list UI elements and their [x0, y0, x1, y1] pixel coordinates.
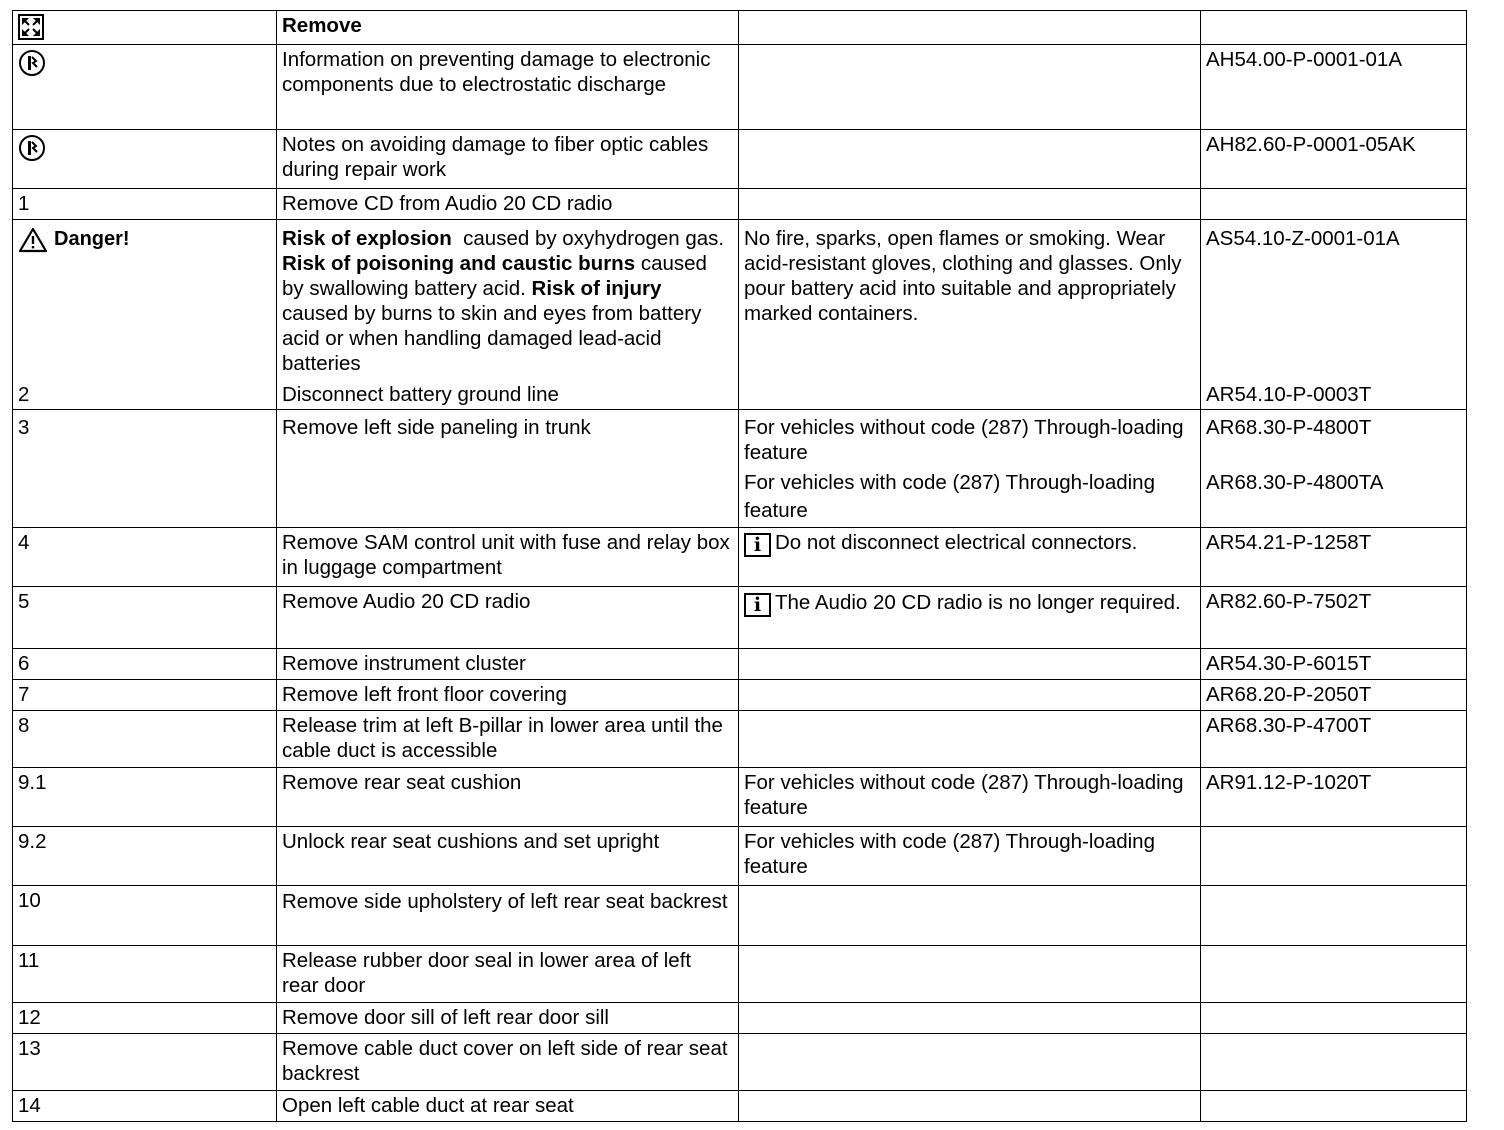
step-description: Release trim at left B-pillar in lower area until the cable duct is accessible: [277, 711, 739, 768]
step-number: 3: [13, 410, 277, 528]
danger-reference[interactable]: AS54.10-Z-0001-01A: [1206, 227, 1400, 250]
risk-poisoning: Risk of poisoning and caustic burns: [282, 252, 636, 275]
table-row: [13, 649, 1467, 680]
risk-explosion: Risk of explosion: [282, 227, 452, 250]
step-reference[interactable]: AR68.30-P-4700T: [1201, 711, 1467, 768]
step-number: 8: [13, 711, 277, 768]
note-with-code: For vehicles with code (287) Through-loading feature: [744, 471, 1155, 522]
step-number: 2: [18, 383, 30, 406]
step-note: [739, 1003, 1201, 1034]
step-reference[interactable]: AR68.30-P-4800TA: [1206, 471, 1384, 494]
step-note-cell: [739, 587, 1201, 649]
step-description: Remove Audio 20 CD radio: [277, 587, 739, 649]
step-description: Remove cable duct cover on left side of rear seat backrest: [277, 1034, 739, 1091]
table-row: [13, 528, 1467, 587]
danger-note-text: No fire, sparks, open flames or smoking. Wear acid-resistant gloves, clothing and glasses. Only pour battery acid into suitable and appropriately marked containers.: [744, 227, 1182, 325]
step-reference: [1201, 1003, 1467, 1034]
danger-reference-cell: [1201, 220, 1467, 410]
danger-label: Danger!: [54, 228, 130, 251]
step-number: 12: [13, 1003, 277, 1034]
step-number: 4: [13, 528, 277, 587]
table-row: [13, 45, 1467, 130]
step-description: Remove side upholstery of left rear seat backrest: [277, 886, 739, 946]
table-row: [13, 711, 1467, 768]
header-row: [13, 11, 1467, 45]
step-description: Remove CD from Audio 20 CD radio: [277, 189, 739, 220]
danger-description: [277, 220, 739, 410]
step-reference[interactable]: AH82.60-P-0001-05AK: [1201, 130, 1467, 189]
table-row: [13, 130, 1467, 189]
table-row: [13, 827, 1467, 886]
table-row: [13, 768, 1467, 827]
table-row: [13, 1003, 1467, 1034]
step-note: [739, 711, 1201, 768]
step-number: 9.2: [13, 827, 277, 886]
step-reference[interactable]: AR82.60-P-7502T: [1201, 587, 1467, 649]
step-reference: [1201, 1034, 1467, 1091]
step-number: 1: [13, 189, 277, 220]
table-row: [13, 587, 1467, 649]
info-icon: i: [744, 533, 771, 557]
step-description: Notes on avoiding damage to fiber optic cables during repair work: [277, 130, 739, 189]
step-reference: [1201, 827, 1467, 886]
step-note: Do not disconnect electrical connectors.: [775, 531, 1138, 554]
danger-cell: [13, 220, 277, 410]
step-description: Release rubber door seal in lower area of left rear door: [277, 946, 739, 1003]
table-row: [13, 189, 1467, 220]
step-number: 13: [13, 1034, 277, 1091]
step-number: 7: [13, 680, 277, 711]
step-note: For vehicles without code (287) Through-loading feature: [739, 768, 1201, 827]
step-number: 14: [13, 1091, 277, 1122]
step-number: 6: [13, 649, 277, 680]
risk-explosion-text: caused by oxyhydrogen gas.: [463, 227, 725, 250]
danger-row: [13, 220, 1467, 410]
step-description: Disconnect battery ground line: [282, 383, 559, 406]
icon-cell: [13, 130, 277, 189]
header-icon-cell: [13, 11, 277, 45]
step-description: Remove left side paneling in trunk: [277, 410, 739, 528]
step-note: [739, 130, 1201, 189]
step-number: 11: [13, 946, 277, 1003]
step-reference[interactable]: AR54.10-P-0003T: [1206, 383, 1372, 406]
step-reference[interactable]: AR91.12-P-1020T: [1201, 768, 1467, 827]
step-number: 5: [13, 587, 277, 649]
step-reference[interactable]: AR54.30-P-6015T: [1201, 649, 1467, 680]
step-reference-cell: [1201, 410, 1467, 528]
step-note-cell: [739, 528, 1201, 587]
header-empty-cell: [739, 11, 1201, 45]
esd-icon: [18, 134, 46, 162]
step-reference: [1201, 946, 1467, 1003]
step-number: 10: [13, 886, 277, 946]
step-description: Unlock rear seat cushions and set upright: [277, 827, 739, 886]
table-row: [13, 680, 1467, 711]
step-note: [739, 45, 1201, 130]
step-reference: [1201, 886, 1467, 946]
table-row: [13, 1034, 1467, 1091]
step-reference[interactable]: AR54.21-P-1258T: [1201, 528, 1467, 587]
step-note: [739, 410, 1201, 528]
step-description: Remove SAM control unit with fuse and relay box in luggage compartment: [277, 528, 739, 587]
header-empty-cell: [1201, 11, 1467, 45]
step-reference: [1201, 1091, 1467, 1122]
risk-injury-text: caused by burns to skin and eyes from battery acid or when handling damaged lead-acid batteries: [282, 302, 702, 375]
note-without-code: For vehicles without code (287) Through-loading feature: [744, 416, 1184, 464]
step-note: [739, 680, 1201, 711]
risk-injury: Risk of injury: [531, 277, 662, 300]
warning-triangle-icon: [18, 227, 48, 253]
table-row: [13, 410, 1467, 528]
step-reference[interactable]: AR68.20-P-2050T: [1201, 680, 1467, 711]
procedure-table: [12, 10, 1467, 1122]
step-note: [739, 1091, 1201, 1122]
step-description: Remove door sill of left rear door sill: [277, 1003, 739, 1034]
info-icon: i: [744, 593, 771, 617]
step-note: The Audio 20 CD radio is no longer required.: [775, 591, 1181, 614]
step-reference: [1201, 189, 1467, 220]
esd-icon: [18, 49, 46, 77]
expand-icon: [18, 14, 44, 40]
step-note: For vehicles with code (287) Through-loading feature: [739, 827, 1201, 886]
table-row: [13, 946, 1467, 1003]
step-description: Remove instrument cluster: [277, 649, 739, 680]
table-row: [13, 886, 1467, 946]
step-note: [739, 946, 1201, 1003]
step-description: Open left cable duct at rear seat: [277, 1091, 739, 1122]
danger-note: [739, 220, 1201, 410]
header-title: Remove: [277, 11, 739, 45]
step-note: [739, 886, 1201, 946]
step-number: 9.1: [13, 768, 277, 827]
step-note: [739, 1034, 1201, 1091]
step-reference[interactable]: AR68.30-P-4800T: [1206, 416, 1372, 439]
icon-cell: [13, 45, 277, 130]
risk-poisoning-text: caused by swallowing battery acid.: [282, 252, 707, 300]
step-note: [739, 649, 1201, 680]
step-description: Information on preventing damage to electronic components due to electrostatic discharge: [277, 45, 739, 130]
step-description: Remove left front floor covering: [277, 680, 739, 711]
table-row: [13, 1091, 1467, 1122]
step-reference[interactable]: AH54.00-P-0001-01A: [1201, 45, 1467, 130]
step-description: Remove rear seat cushion: [277, 768, 739, 827]
step-note: [739, 189, 1201, 220]
